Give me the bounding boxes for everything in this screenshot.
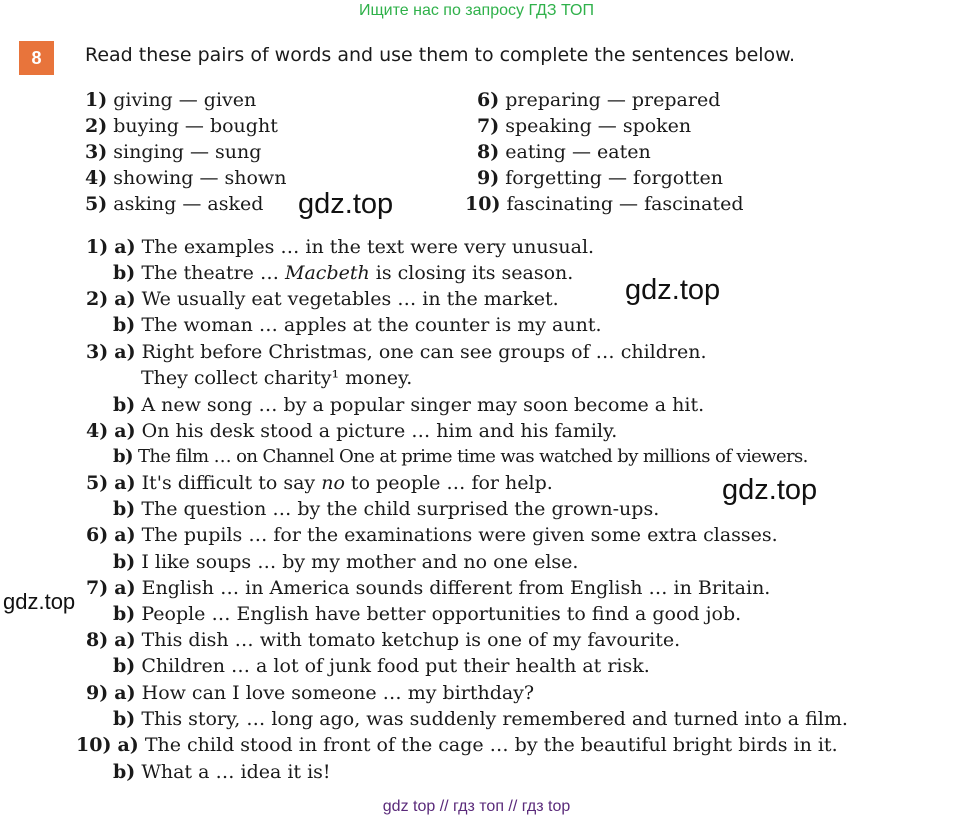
sentence-line: b) This story, … long ago, was suddenly remembered and turned into a film. (113, 708, 848, 730)
word-pair: 5) asking — asked (85, 193, 264, 215)
sentence-line: b) I like soups … by my mother and no one else. (113, 551, 579, 573)
sentence-line: 10) a) The child stood in front of the cage … by the beautiful bright birds in it. (76, 734, 838, 756)
word-pair: 8) eating — eaten (477, 141, 651, 163)
sentence-line: 1) a) The examples … in the text were very unusual. (86, 236, 595, 258)
word-pair: 6) preparing — prepared (477, 89, 721, 111)
sentence-line: 4) a) On his desk stood a picture … him and his family. (86, 420, 618, 442)
word-pair: 9) forgetting — forgotten (477, 167, 723, 189)
exercise-number-badge: 8 (19, 41, 54, 75)
sentence-line: b) The theatre … Macbeth is closing its season. (113, 262, 574, 284)
sentence-line: b) What a … idea it is! (113, 761, 331, 783)
word-pair: 2) buying — bought (85, 115, 278, 137)
sentence-line: 8) a) This dish … with tomato ketchup is one of my favourite. (86, 629, 681, 651)
sentence-line: b) A new song … by a popular singer may soon become a hit. (113, 394, 705, 416)
sentence-line: 6) a) The pupils … for the examinations were given some extra classes. (86, 524, 778, 546)
top-search-link[interactable]: Ищите нас по запросу ГДЗ ТОП (359, 2, 594, 19)
word-pair: 10) fascinating — fascinated (465, 193, 744, 215)
sentence-line: b) The question … by the child surprised the grown-ups. (113, 498, 660, 520)
sentence-line: 9) a) How can I love someone … my birthday? (86, 682, 535, 704)
word-pair: 7) speaking — spoken (477, 115, 692, 137)
exercise-instruction: Read these pairs of words and use them to complete the sentences below. (85, 44, 795, 66)
sentence-line: 2) a) We usually eat vegetables … in the market. (86, 288, 559, 310)
sentence-line: 3) a) Right before Christmas, one can see groups of … children. (86, 341, 707, 363)
sentence-line: b) The film … on Channel One at prime time was watched by millions of viewers. (113, 446, 808, 467)
sentence-line: b) The woman … apples at the counter is my aunt. (113, 314, 602, 336)
footer-links[interactable]: gdz top // гдз топ // гдз top (382, 798, 571, 815)
sentence-line: 7) a) English … in America sounds different from English … in Britain. (86, 577, 771, 599)
sentence-line: b) People … English have better opportunities to find a good job. (113, 603, 742, 625)
word-pair: 4) showing — shown (85, 167, 287, 189)
watermark-text: gdz.top (625, 274, 721, 306)
watermark-text: gdz.top (298, 188, 394, 220)
sentence-line: b) Children … a lot of junk food put their health at risk. (113, 655, 650, 677)
watermark-text: gdz.top (722, 474, 818, 506)
word-pair: 3) singing — sung (85, 141, 262, 163)
sentence-line: 5) a) It's difficult to say no to people … for help. (86, 472, 553, 494)
word-pair: 1) giving — given (85, 89, 257, 111)
watermark-text: gdz.top (3, 589, 76, 614)
sentence-line: They collect charity¹ money. (141, 367, 413, 389)
